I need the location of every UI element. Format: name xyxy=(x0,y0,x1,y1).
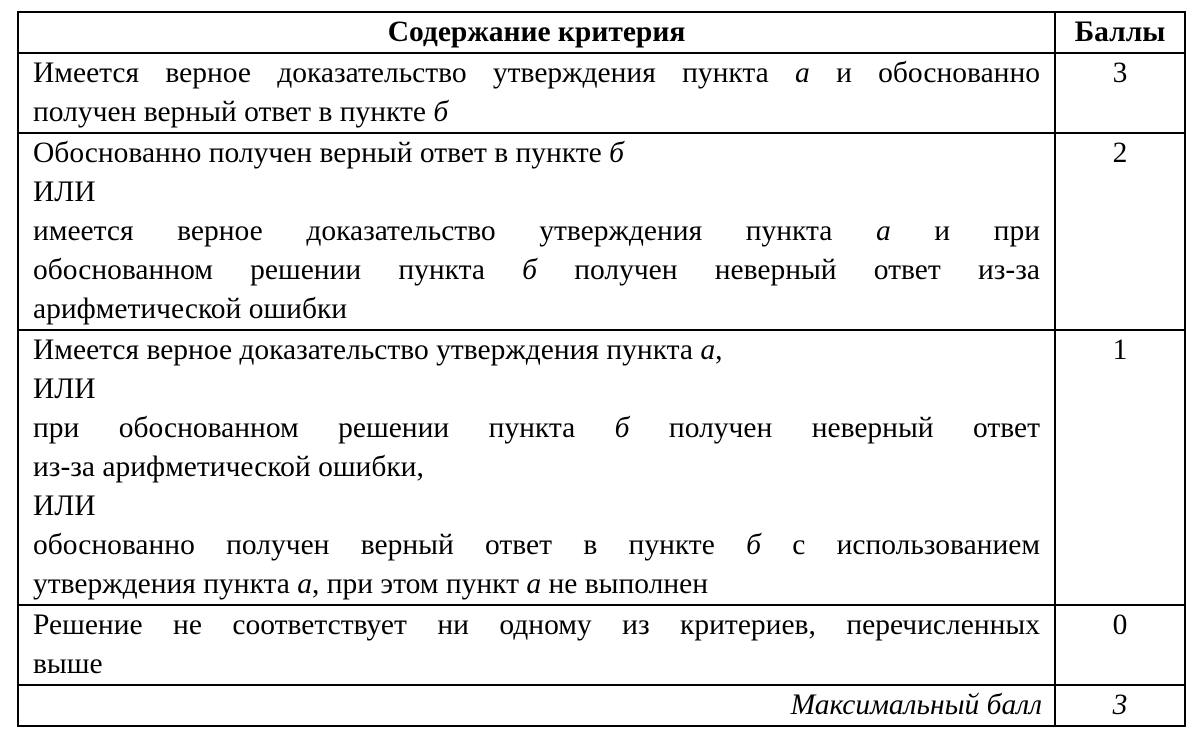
score-header: Баллы xyxy=(1055,12,1185,53)
text-line: из-за арифметической ошибки, xyxy=(33,451,424,483)
criteria-score: 1 xyxy=(1055,330,1185,605)
header-row xyxy=(18,12,1185,53)
or-line: ИЛИ xyxy=(33,176,96,208)
or-line: ИЛИ xyxy=(33,373,96,405)
text-line: выше xyxy=(33,648,103,680)
criteria-row xyxy=(18,330,1185,605)
text-line: обоснованно получен верный ответ в пункте б с использованием xyxy=(33,529,1040,561)
text-line: арифметической ошибки xyxy=(33,293,348,325)
criteria-text xyxy=(18,330,1055,605)
criteria-text xyxy=(18,133,1055,330)
criteria-text xyxy=(18,605,1055,685)
max-score-label: Максимальный балл xyxy=(18,685,1055,726)
text-line: при обоснованном решении пункта б получен неверный ответ xyxy=(33,412,1040,444)
text-line: имеется верное доказательство утверждения пункта а и при xyxy=(33,215,1040,247)
text-line: Имеется верное доказательство утверждения пункта а, xyxy=(33,334,723,366)
criteria-row xyxy=(18,53,1185,133)
criteria-row xyxy=(18,605,1185,685)
text-line: Обоснованно получен верный ответ в пункте б xyxy=(33,137,624,169)
content-header: Содержание критерия xyxy=(18,12,1055,53)
text-line: утверждения пункта а, при этом пункт а не выполнен xyxy=(33,568,709,600)
criteria-score: 3 xyxy=(1055,53,1185,133)
criteria-text xyxy=(18,53,1055,133)
max-score-value: 3 xyxy=(1055,685,1185,726)
text-line: Решение не соответствует ни одному из критериев, перечисленных xyxy=(33,609,1040,641)
criteria-table xyxy=(17,11,1186,727)
or-line: ИЛИ xyxy=(33,490,96,522)
text-line: Имеется верное доказательство утверждения пункта а и обоснованно xyxy=(33,57,1040,89)
text-line: обоснованном решении пункта б получен неверный ответ из-за xyxy=(33,254,1040,286)
criteria-score: 0 xyxy=(1055,605,1185,685)
text-line: получен верный ответ в пункте б xyxy=(33,96,449,128)
max-score-row xyxy=(18,685,1185,726)
criteria-score: 2 xyxy=(1055,133,1185,330)
criteria-row xyxy=(18,133,1185,330)
